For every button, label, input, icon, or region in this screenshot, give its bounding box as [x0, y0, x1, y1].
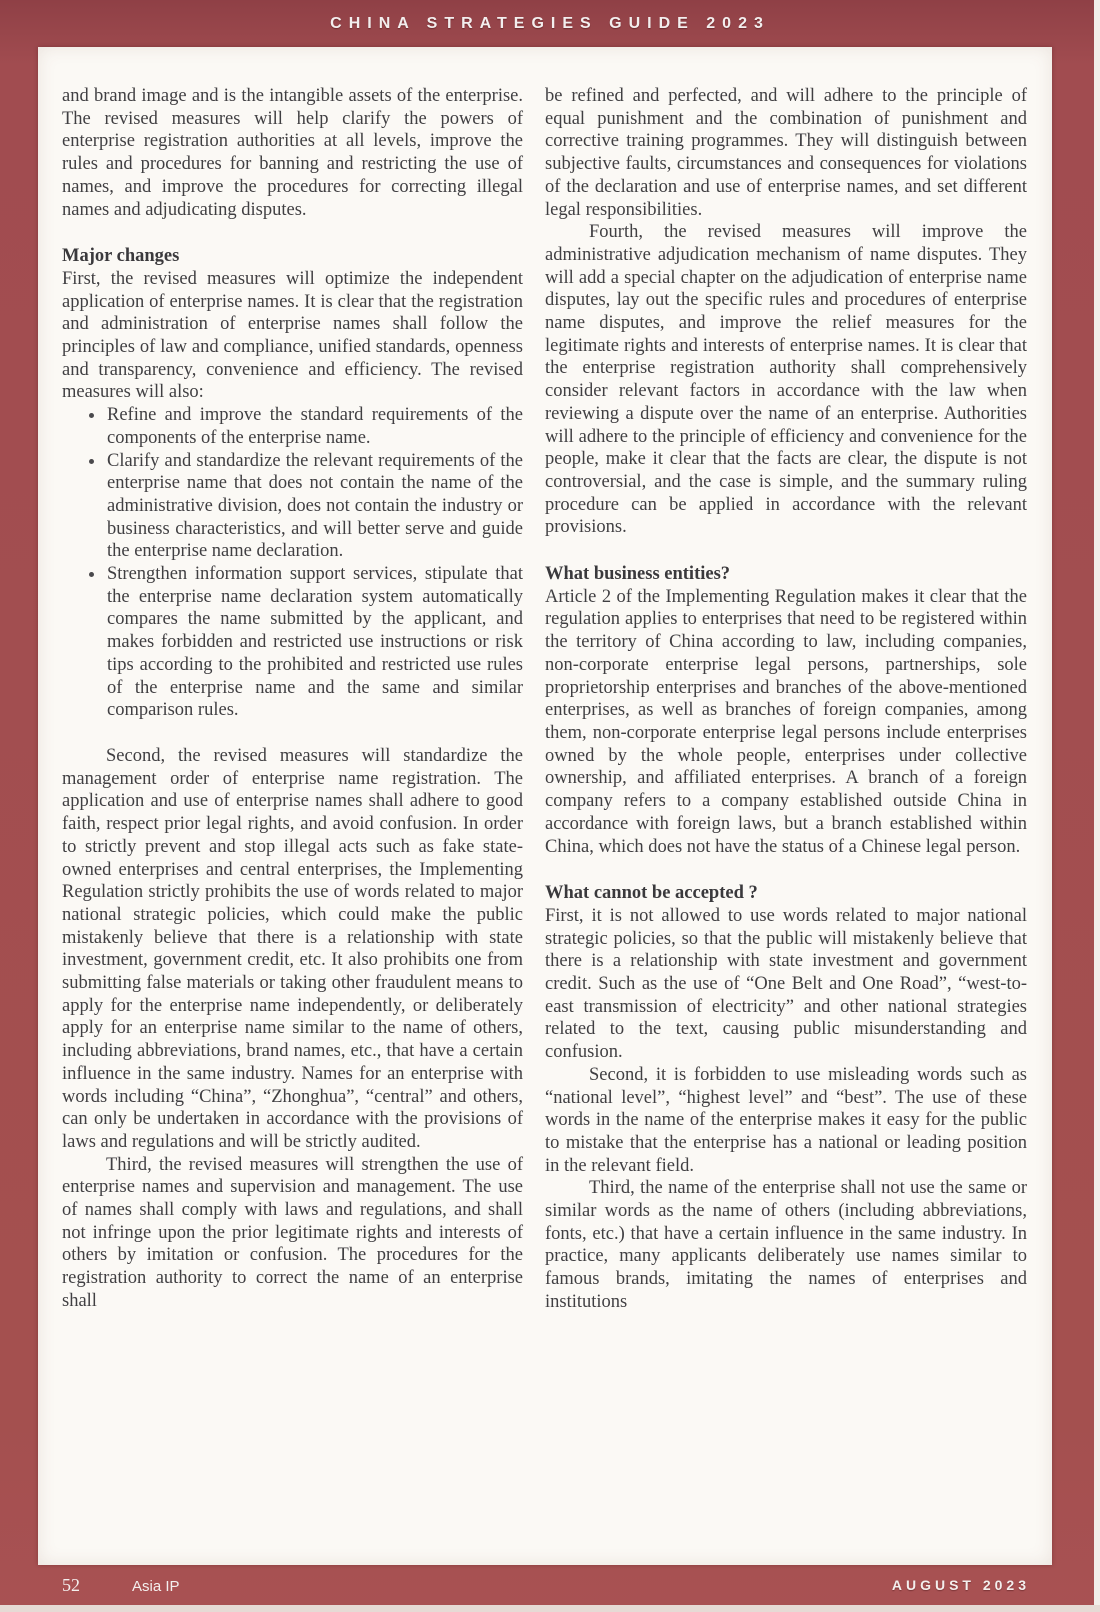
article-sheet — [38, 47, 1052, 1565]
paragraph: Third, the name of the enterprise shall not use the same or similar words as the name of others (including abbreviations, fonts, etc.) that have a certain influence in the same industry. In practice, many applicants deliberately use names similar to famous brands, imitating the names of enterprises and institutions — [545, 1178, 1027, 1312]
article-body — [62, 85, 1027, 1314]
right-column — [545, 85, 1027, 1314]
paragraph: Article 2 of the Implementing Regulation makes it clear that the regulation applies to enterprises that need to be registered within the territory of China according to law, including companies, non-corporate enterprise legal persons, partnerships, sole proprietorship enterprises and branches of the above-mentioned enterprises, as well as branches of foreign companies, among them, non-corporate enterprise legal persons include enterprises owned by the whole people, enterprises under collective ownership, and affiliated enterprises. A branch of a foreign company refers to a company established outside China in accordance with foreign laws, but a branch established within China, which does not have the status of a Chinese legal person. — [545, 586, 1027, 857]
publication-name: Asia IP — [132, 1577, 180, 1595]
masthead-band — [0, 0, 1100, 47]
paragraph: be refined and perfected, and will adhere to the principle of equal punishment and the combination of punishment and corrective training programmes. They will distinguish between subjective faults, circumstances and consequences for violations of the declaration and use of enterprise names, and set different legal responsibilities. — [545, 86, 1027, 220]
paragraph: First, it is not allowed to use words related to major national strategic policies, so that the public will mistakenly believe that there is a relationship with state investment and government credit. Such as the use of “One Belt and One Road”, “west-to-east transmission of electricity” and other national strategies related to the text, causing public misunderstanding and confusion. — [545, 905, 1027, 1063]
bullet-item: Refine and improve the standard requirements of the components of the enterprise name. — [62, 404, 523, 449]
footer-band — [0, 1565, 1100, 1605]
paragraph: Second, it is forbidden to use misleading words such as “national level”, “highest level” and “best”. The use of these words in the name of the enterprise makes it easy for the public to mistake that the enterprise has a national or leading position in the relevant field. — [545, 1064, 1027, 1176]
bullet-list — [62, 404, 523, 722]
scan-edge-bottom — [0, 1605, 1100, 1612]
paragraph: Fourth, the revised measures will improve the administrative adjudication mechanism of name disputes. They will add a special chapter on the adjudication of enterprise name disputes, lay out the specific rules and procedures of enterprise name disputes, and improve the relief measures for the legitimate rights and interests of enterprise names. It is clear that the enterprise registration authority shall comprehensively consider relevant factors in accordance with the law when reviewing a dispute over the name of an enterprise. Authorities will adhere to the principle of efficiency and convenience for the people, make it clear that the facts are clear, the dispute is not controversial, and the case is simple, and the summary ruling procedure can be applied in accordance with the relevant provisions. — [545, 222, 1027, 538]
section-heading: What cannot be accepted ? — [545, 883, 758, 904]
section-heading: What business entities? — [545, 564, 731, 585]
paragraph: Second, the revised measures will standardize the management order of enterprise name registration. The application and use of enterprise names shall adhere to good faith, respect prior legal rights, and avoid confusion. In order to strictly prevent and stop illegal acts such as fake state-owned enterprises and central enterprises, the Implementing Regulation strictly prohibits the use of words related to major national strategic policies, which could make the public mistakenly believe that there is a relationship with state investment, government credit, etc. It also prohibits one from submitting false materials or taking other fraudulent means to apply for the enterprise name independently, or deliberately apply for an enterprise name similar to the name of others, including abbreviations, brand names, etc., that have a certain influence in the same industry. Names for an enterprise with words including “China”, “Zhonghua”, “central” and others, can only be undertaken in accordance with the provisions of laws and regulations and will be strictly audited. — [62, 745, 523, 1152]
issue-date: AUGUST 2023 — [891, 1577, 1030, 1593]
paragraph: and brand image and is the intangible assets of the enterprise. The revised measures will help clarify the powers of enterprise registration authorities at all levels, improve the rules and procedures for banning and restricting the use of names, and improve the procedures for correcting illegal names and adjudicating disputes. — [62, 86, 523, 220]
page-number: 52 — [62, 1574, 80, 1595]
masthead-title: CHINA STRATEGIES GUIDE 2023 — [330, 14, 770, 32]
paragraph: First, the revised measures will optimize the independent application of enterprise names. It is clear that the registration and administration of enterprise names shall follow the principles of law and compliance, unified standards, openness and transparency, convenience and efficiency. The revised measures will also: — [62, 268, 523, 403]
scan-edge-right — [1094, 0, 1100, 1612]
section-heading: Major changes — [62, 246, 180, 267]
bullet-item: Strengthen information support services, stipulate that the enterprise name declaration system automatically compares the name submitted by the applicant, and makes forbidden and restricted use instructions or risk tips according to the prohibited and restricted use rules of the enterprise name and the same and similar comparison rules. — [62, 563, 523, 722]
left-column — [62, 85, 523, 1314]
bullet-item: Clarify and standardize the relevant requirements of the enterprise name that does not contain the name of the administrative division, does not contain the industry or business characteristics, and will better serve and guide the enterprise name declaration. — [62, 450, 523, 564]
footer-left-group — [62, 1575, 180, 1596]
paragraph: Third, the revised measures will strengthen the use of enterprise names and supervision and management. The use of names shall comply with laws and regulations, and shall not infringe upon the prior legitimate rights and interests of others by imitation or confusion. The procedures for the registration authority to correct the name of an enterprise shall — [62, 1154, 523, 1311]
